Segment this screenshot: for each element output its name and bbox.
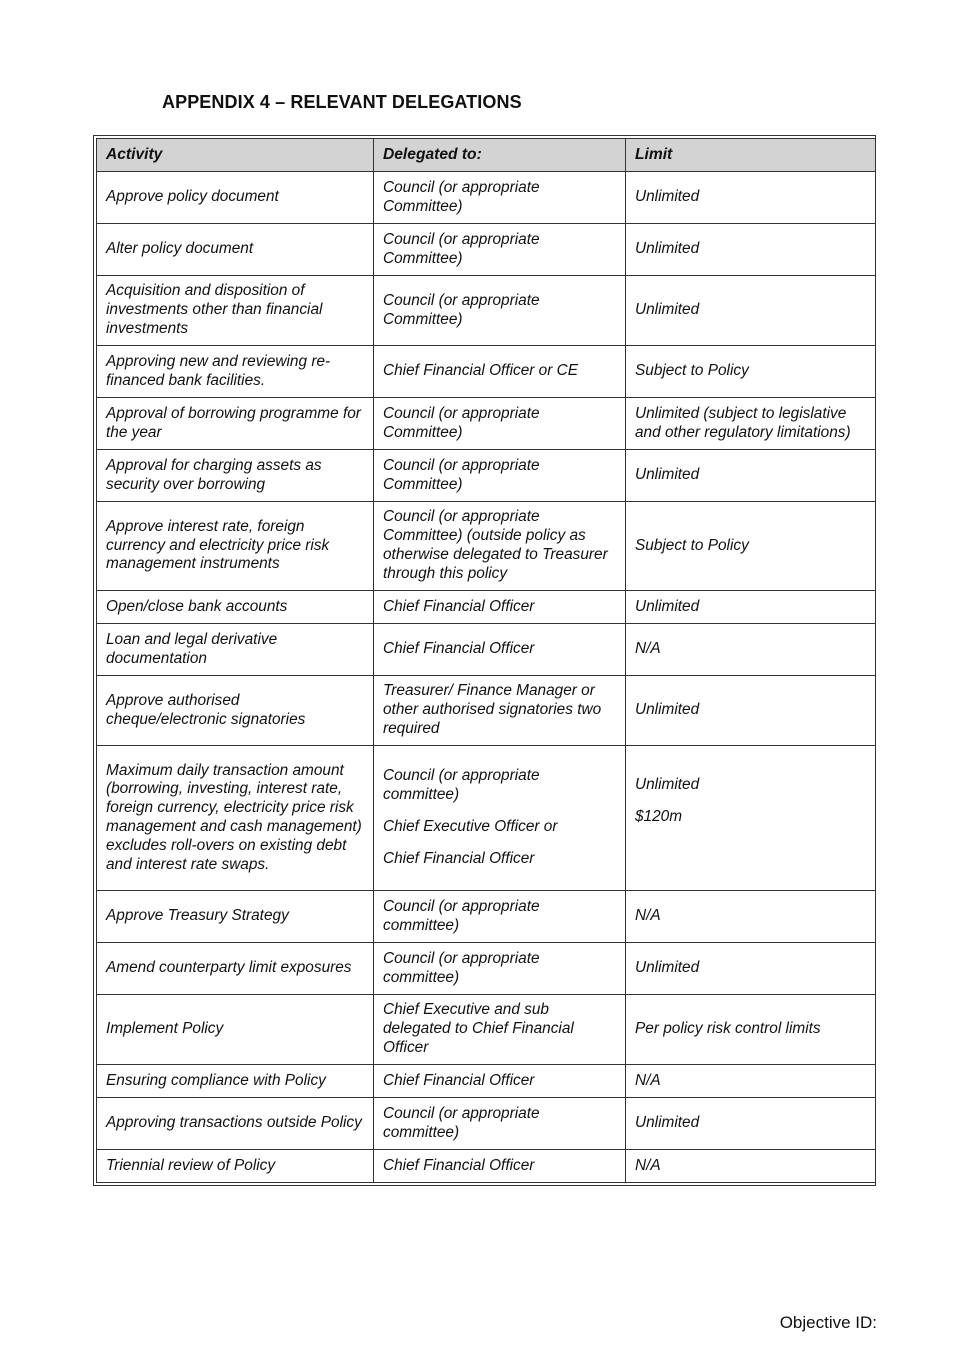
cell-limit xyxy=(626,398,876,450)
cell-activity: Ensuring compliance with Policy xyxy=(97,1065,374,1098)
cell-delegated-to xyxy=(374,943,626,995)
delegated-to-text: Chief Financial Officer xyxy=(383,1071,535,1089)
limit-text: Unlimited xyxy=(635,1114,700,1132)
cell-limit xyxy=(626,1065,876,1098)
limit-text: $120m xyxy=(635,807,683,825)
cell-activity: Approving new and reviewing re-financed bank facilities. xyxy=(97,346,374,398)
delegated-to-text: Council (or appropriate committee) xyxy=(383,949,540,986)
delegated-to-text: Council (or appropriate committee) xyxy=(383,1104,540,1141)
cell-limit xyxy=(626,276,876,346)
delegated-to-text: Council (or appropriate committee) xyxy=(383,767,540,804)
cell-limit xyxy=(626,224,876,276)
cell-limit xyxy=(626,943,876,995)
limit-text: Unlimited xyxy=(635,959,700,977)
cell-activity: Approval for charging assets as security over borrowing xyxy=(97,450,374,502)
limit-text: Unlimited xyxy=(635,188,700,206)
limit-text: Unlimited xyxy=(635,301,700,319)
cell-delegated-to xyxy=(374,502,626,591)
table-header-row xyxy=(97,139,876,172)
table-row xyxy=(97,276,876,346)
cell-activity: Alter policy document xyxy=(97,224,374,276)
limit-text: Unlimited xyxy=(635,466,700,484)
table-row xyxy=(97,450,876,502)
cell-activity: Approve authorised cheque/electronic signatories xyxy=(97,676,374,746)
delegated-to-text: Council (or appropriate Committee) (outside policy as otherwise delegated to Treasurer through this policy xyxy=(383,508,608,582)
limit-text: N/A xyxy=(635,907,661,925)
delegated-to-text: Chief Executive Officer or xyxy=(383,818,558,835)
table-body xyxy=(97,172,876,1183)
delegated-to-text: Chief Financial Officer xyxy=(383,849,535,867)
cell-limit xyxy=(626,591,876,624)
limit-text: Unlimited xyxy=(635,776,700,793)
table-row xyxy=(97,1150,876,1183)
delegated-to-text: Council (or appropriate Committee) xyxy=(383,178,540,215)
table-row xyxy=(97,624,876,676)
table-row xyxy=(97,943,876,995)
cell-delegated-to xyxy=(374,591,626,624)
cell-limit xyxy=(626,346,876,398)
cell-delegated-to xyxy=(374,346,626,398)
table-row xyxy=(97,1098,876,1150)
cell-delegated-to xyxy=(374,1098,626,1150)
cell-delegated-to xyxy=(374,276,626,346)
table-row xyxy=(97,502,876,591)
table-row xyxy=(97,746,876,891)
limit-text: N/A xyxy=(635,640,661,658)
table-row xyxy=(97,891,876,943)
limit-text: Unlimited xyxy=(635,240,700,258)
cell-delegated-to xyxy=(374,1150,626,1183)
delegated-to-text: Chief Executive and sub delegated to Chief Financial Officer xyxy=(383,1001,574,1056)
delegated-to-text: Chief Financial Officer xyxy=(383,640,535,658)
cell-activity: Approve interest rate, foreign currency and electricity price risk management instruments xyxy=(97,502,374,591)
delegated-to-text: Council (or appropriate Committee) xyxy=(383,291,540,328)
cell-delegated-to xyxy=(374,676,626,746)
cell-delegated-to xyxy=(374,995,626,1065)
delegated-to-text: Chief Financial Officer xyxy=(383,1156,535,1174)
delegated-to-text: Council (or appropriate committee) xyxy=(383,897,540,934)
header-activity: Activity xyxy=(97,139,374,172)
cell-limit xyxy=(626,891,876,943)
cell-delegated-to xyxy=(374,746,626,891)
cell-limit xyxy=(626,172,876,224)
limit-text: Unlimited xyxy=(635,701,700,719)
cell-limit xyxy=(626,450,876,502)
cell-delegated-to xyxy=(374,891,626,943)
cell-activity: Approving transactions outside Policy xyxy=(97,1098,374,1150)
header-limit: Limit xyxy=(626,139,876,172)
cell-activity: Approve Treasury Strategy xyxy=(97,891,374,943)
delegations-table-frame xyxy=(93,135,876,1186)
cell-activity: Amend counterparty limit exposures xyxy=(97,943,374,995)
cell-limit xyxy=(626,1150,876,1183)
cell-limit xyxy=(626,676,876,746)
cell-delegated-to xyxy=(374,1065,626,1098)
delegated-to-text: Treasurer/ Finance Manager or other authorised signatories two required xyxy=(383,682,602,737)
objective-id-label: Objective ID: xyxy=(779,1313,877,1332)
cell-activity: Acquisition and disposition of investments other than financial investments xyxy=(97,276,374,346)
cell-limit xyxy=(626,502,876,591)
table-row xyxy=(97,172,876,224)
table-row xyxy=(97,224,876,276)
limit-text: Subject to Policy xyxy=(635,362,749,380)
table-row xyxy=(97,676,876,746)
table-row xyxy=(97,995,876,1065)
cell-limit xyxy=(626,746,876,891)
delegated-to-text: Council (or appropriate Committee) xyxy=(383,404,540,441)
cell-activity: Approve policy document xyxy=(97,172,374,224)
table-row xyxy=(97,398,876,450)
cell-limit xyxy=(626,1098,876,1150)
limit-text: N/A xyxy=(635,1156,661,1174)
cell-activity: Open/close bank accounts xyxy=(97,591,374,624)
delegated-to-text: Chief Financial Officer xyxy=(383,597,535,615)
limit-text: Unlimited xyxy=(635,597,700,615)
limit-text: N/A xyxy=(635,1071,661,1089)
cell-delegated-to xyxy=(374,172,626,224)
cell-activity: Implement Policy xyxy=(97,995,374,1065)
table-row xyxy=(97,591,876,624)
delegations-table xyxy=(96,138,876,1183)
delegated-to-text: Chief Financial Officer or CE xyxy=(383,362,579,380)
cell-delegated-to xyxy=(374,624,626,676)
delegated-to-text: Council (or appropriate Committee) xyxy=(383,230,540,267)
cell-limit xyxy=(626,995,876,1065)
cell-limit xyxy=(626,624,876,676)
cell-activity: Maximum daily transaction amount (borrowing, investing, interest rate, foreign currency, electricity price risk management and cash management) excludes roll-overs on existing debt and interest rate swaps. xyxy=(97,746,374,891)
limit-text: Per policy risk control limits xyxy=(635,1020,821,1038)
cell-activity: Triennial review of Policy xyxy=(97,1150,374,1183)
limit-text: Unlimited (subject to legislative and other regulatory limitations) xyxy=(635,404,851,441)
cell-delegated-to xyxy=(374,450,626,502)
table-row xyxy=(97,346,876,398)
cell-activity: Approval of borrowing programme for the year xyxy=(97,398,374,450)
table-row xyxy=(97,1065,876,1098)
page-title: APPENDIX 4 – RELEVANT DELEGATIONS xyxy=(162,92,522,112)
delegated-to-text: Council (or appropriate Committee) xyxy=(383,456,540,493)
cell-activity: Loan and legal derivative documentation xyxy=(97,624,374,676)
header-delegated-to: Delegated to: xyxy=(374,139,626,172)
cell-delegated-to xyxy=(374,398,626,450)
limit-text: Subject to Policy xyxy=(635,536,749,554)
cell-delegated-to xyxy=(374,224,626,276)
